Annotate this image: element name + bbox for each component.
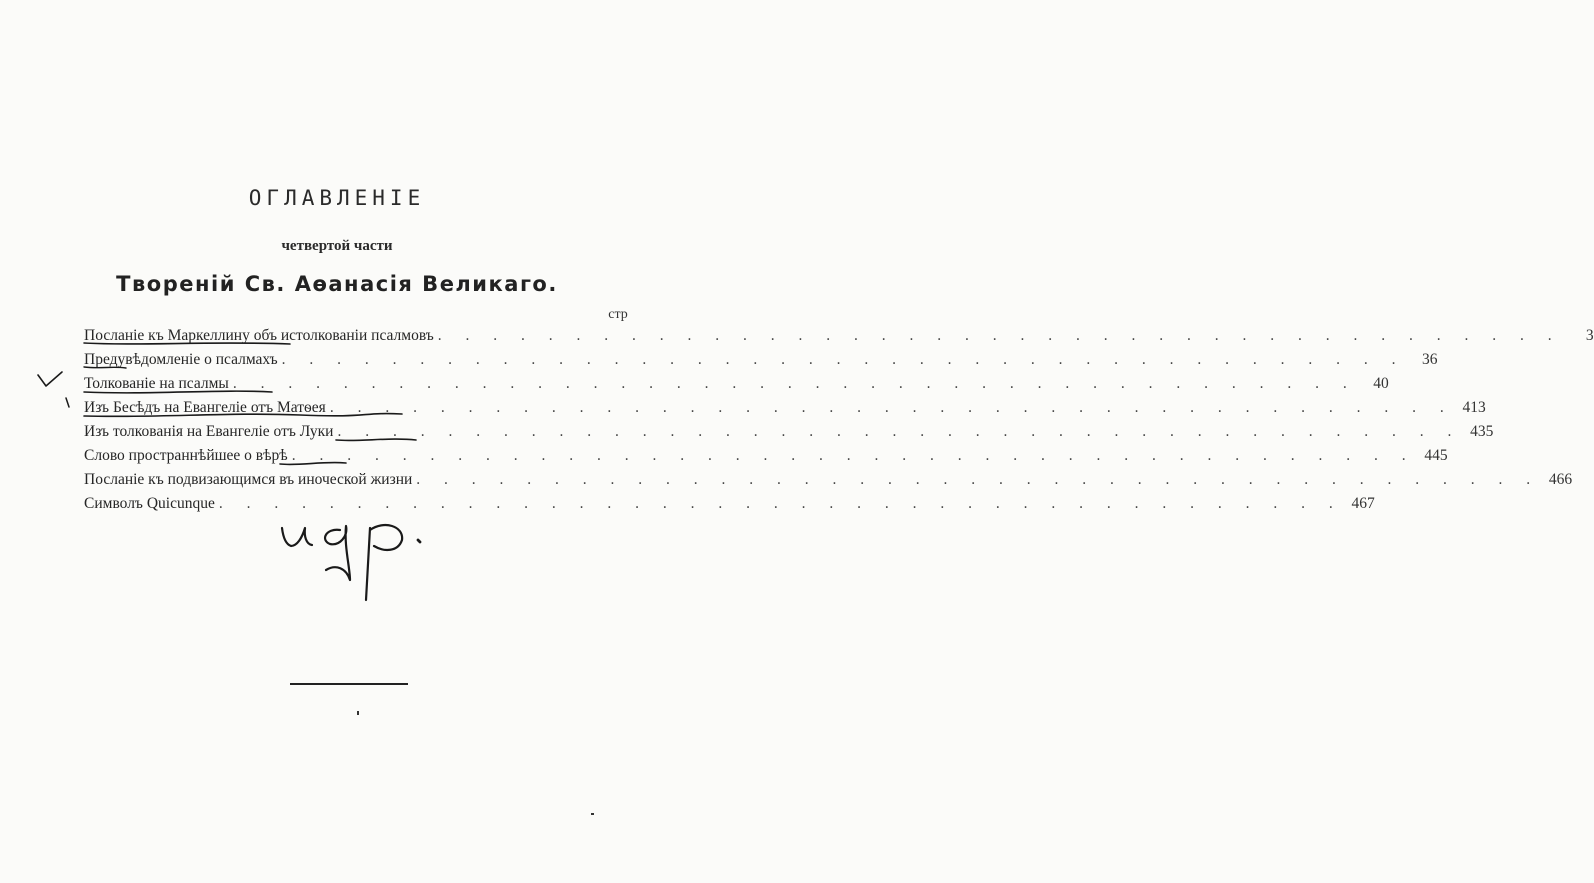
toc-row [84,444,1448,468]
toc-page: 36 [1421,351,1438,368]
toc-page: 467 [1351,495,1375,512]
handwritten-note-signature [282,525,420,600]
toc-page: 445 [1424,447,1448,464]
toc-row [84,396,1486,420]
toc-leader: . . . . . . . . . . . . . . . . . . . . . . . . . . . . . . . . . . . . . . . . . [416,471,1541,488]
toc-leader: . . . . . . . . . . . . . . . . . . . . . . . . . . . . . . . . . . . . . . . . . [329,399,1454,416]
toc-row [84,372,1389,396]
toc-title: Изъ толкованія на Евангеліе отъ Луки [84,423,334,440]
toc-title: Слово пространнѣйшее о вѣрѣ [84,447,288,464]
toc-row [84,348,1438,372]
table-of-contents [84,324,1594,516]
toc-row [84,492,1375,516]
toc-page: 40 [1373,375,1389,392]
toc-title: Изъ Бесѣдъ на Евангеліе отъ Матѳея [84,399,326,416]
toc-leader: . . . . . . . . . . . . . . . . . . . . . . . . . . . . . . . . . . . . . . . . . [437,327,1562,344]
toc-page: 466 [1548,471,1573,488]
ink-speck [357,711,359,715]
toc-title: Посланіе къ Маркеллину объ истолкованіи псалмовъ [84,327,434,344]
tick-mark-icon [66,398,69,407]
check-mark-icon [38,372,62,386]
toc-row [84,468,1573,492]
toc-leader: . . . . . . . . . . . . . . . . . . . . . . . . . . . . . . . . . . . . . . . . . [281,351,1406,368]
toc-title: Символъ Quicunque [84,495,215,512]
toc-leader: . . . . . . . . . . . . . . . . . . . . . . . . . . . . . . . . . . . . . . . . . [337,423,1462,440]
toc-page: 3 [1585,327,1594,344]
page-heading: ОГЛАВЛЕНІЕ [248,186,426,210]
toc-title: Толкованіе на псалмы [84,375,229,392]
toc-leader: . . . . . . . . . . . . . . . . . . . . . . . . . . . . . . . . . . . . . . . . . [291,447,1416,464]
toc-row [84,324,1594,348]
divider-rule [290,683,408,685]
toc-page: 413 [1462,399,1486,416]
toc-title: Предувѣдомленіе о псалмахъ [84,351,278,368]
page-subheading: четвертой части [281,238,393,254]
toc-leader: . . . . . . . . . . . . . . . . . . . . . . . . . . . . . . . . . . . . . . . . . [232,375,1357,392]
toc-row [84,420,1494,444]
ink-speck [591,813,594,815]
toc-title: Посланіе къ подвизающимся въ иноческой жизни [84,471,413,488]
toc-page: 435 [1470,423,1494,440]
page-column-label: стр [608,307,628,322]
work-title: Твореній Св. Аѳанасія Великаго. [116,272,558,296]
toc-leader: . . . . . . . . . . . . . . . . . . . . . . . . . . . . . . . . . . . . . . . . . [218,495,1343,512]
